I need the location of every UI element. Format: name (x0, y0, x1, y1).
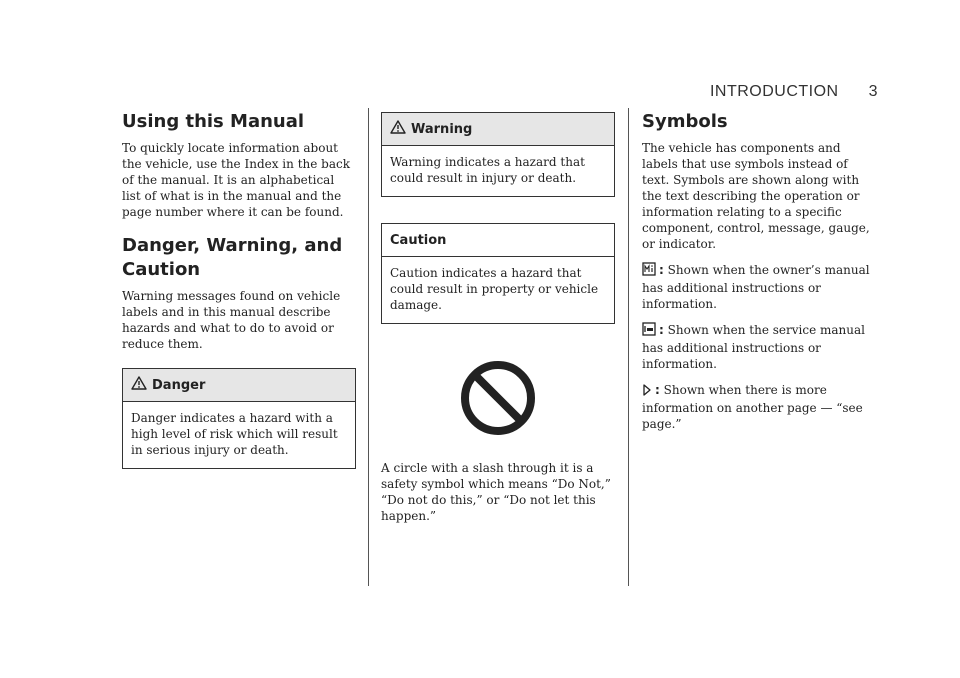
warning-text: Warning indicates a hazard that could result in injury or death. (390, 155, 585, 185)
paragraph-warning-messages: Warning messages found on vehicle labels and in this manual describe hazards and what to do to avoid or reduce them. (122, 289, 341, 351)
warning-triangle-icon (390, 120, 411, 138)
danger-box (122, 368, 356, 469)
caution-box (381, 223, 615, 324)
heading-using-manual: Using this Manual (122, 111, 305, 132)
paragraph-do-not-symbol: A circle with a slash through it is a safety symbol which means “Do Not,” “Do not do this,” or “Do not let this happen.” (381, 461, 611, 523)
column-divider (628, 108, 629, 586)
paragraph-symbols-intro: The vehicle has components and labels that use symbols instead of text. Symbols are shown along with the text describing the operation or information relating to a specific component, control, message, gauge, or indicator. (642, 141, 870, 251)
page-number: 3 (868, 83, 878, 100)
warning-label: Warning (411, 121, 473, 137)
caution-text: Caution indicates a hazard that could result in property or vehicle damage. (390, 266, 599, 312)
symbol-separator: : (655, 383, 660, 397)
danger-box-header (123, 369, 355, 402)
running-head (700, 83, 878, 101)
danger-label: Danger (152, 377, 206, 393)
warning-box (381, 112, 615, 197)
page-reference-icon (642, 384, 652, 400)
section-name: INTRODUCTION (709, 83, 839, 100)
warning-box-header (382, 113, 614, 146)
warning-triangle-icon (131, 376, 152, 394)
heading-symbols: Symbols (642, 111, 728, 132)
column-middle (381, 108, 615, 534)
symbol-separator: : (659, 323, 664, 337)
symbol-item-owners-manual (642, 262, 876, 312)
symbol-item-service-manual (642, 322, 876, 372)
owners-manual-icon (642, 262, 656, 280)
danger-text: Danger indicates a hazard with a high level of risk which will result in serious injury or death. (131, 411, 338, 457)
caution-box-header (382, 224, 614, 257)
symbol-separator: : (659, 263, 664, 277)
column-left (122, 108, 356, 479)
no-symbol-icon (381, 360, 615, 436)
symbol-description: Shown when the owner’s manual has additional instructions or information. (642, 263, 870, 311)
service-manual-icon (642, 322, 656, 340)
symbol-description: Shown when there is more information on another page — “see page.” (642, 383, 863, 431)
heading-danger-warning-caution: Danger, Warning, and Caution (122, 235, 343, 280)
caution-label: Caution (390, 232, 447, 248)
symbol-item-page-reference (642, 382, 876, 432)
column-right (642, 108, 876, 442)
column-divider (368, 108, 369, 586)
paragraph-intro: To quickly locate information about the vehicle, use the Index in the back of the manual. It is an alphabetical list of what is in the manual and the page number where it can be found. (122, 141, 350, 219)
symbol-description: Shown when the service manual has additional instructions or information. (642, 323, 865, 371)
